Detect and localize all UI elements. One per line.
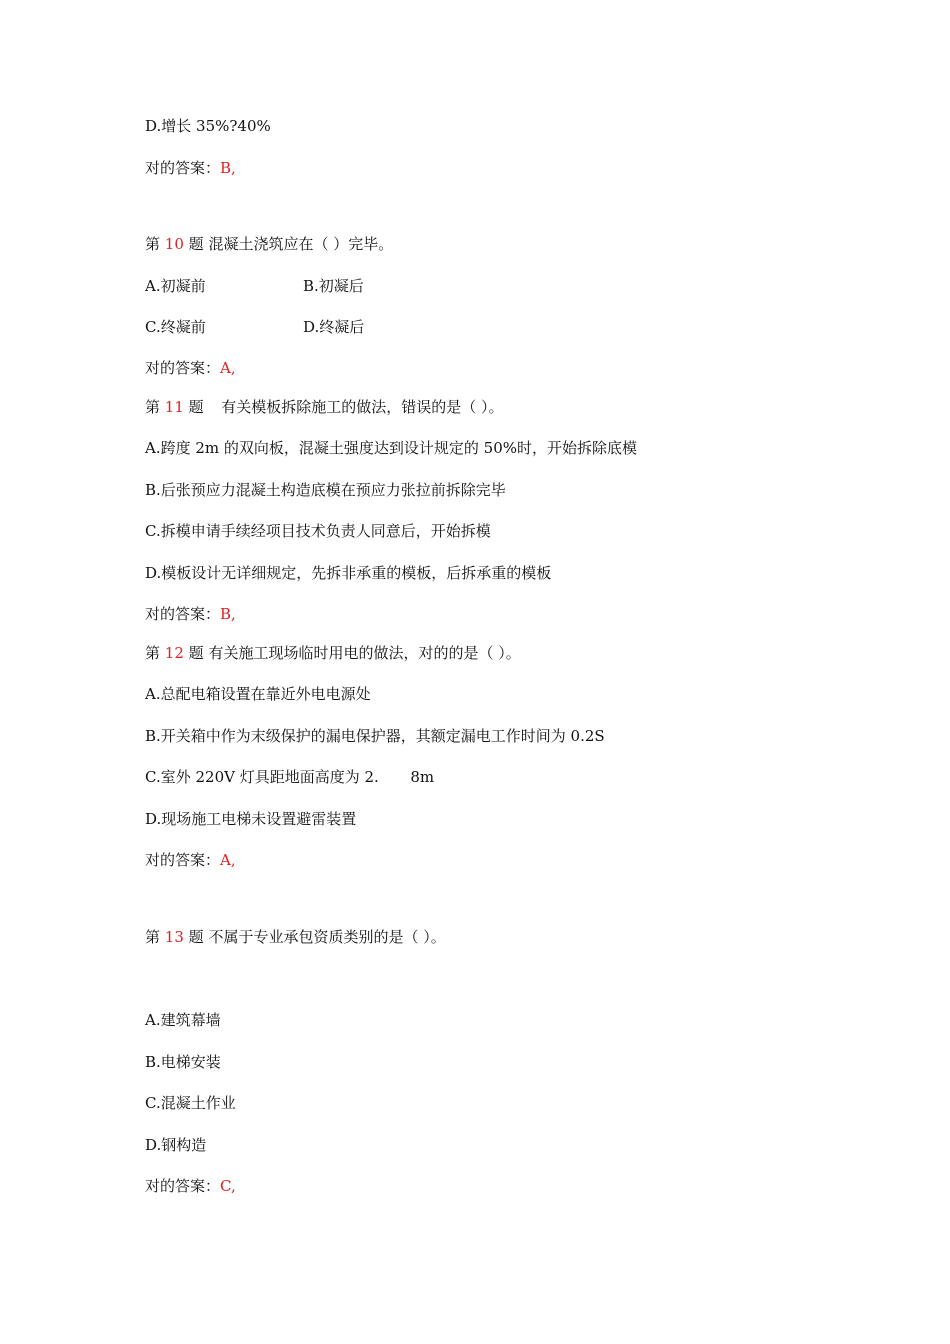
q10-option-c: C.终凝前 (145, 318, 206, 336)
question-suffix: 题 (188, 235, 204, 253)
q10-option-b: B.初凝后 (303, 277, 364, 295)
question-stem: 有关施工现场临时用电的做法，对的的是（ ）。 (208, 644, 521, 662)
question-prefix: 第 (145, 398, 161, 416)
q10-options-ab (145, 276, 545, 296)
question-number: 11 (164, 398, 184, 416)
question-number: 12 (164, 644, 184, 662)
q13-heading (145, 927, 446, 947)
q10-option-d: D.终凝后 (303, 318, 365, 336)
q11-option-d: D.模板设计无详细规定，先拆非承重的模板，后拆承重的模板 (145, 564, 552, 582)
q10-option-a: A.初凝前 (145, 277, 206, 295)
q12-option-b: B.开关箱中作为末级保护的漏电保护器，其额定漏电工作时间为 0.2S (145, 727, 605, 745)
q11-option-a: A.跨度 2m 的双向板，混凝土强度达到设计规定的 50%时，开始拆除底模 (145, 439, 638, 457)
question-suffix: 题 (188, 928, 204, 946)
q12-option-c-part2: 8m (410, 768, 435, 786)
q12-option-d: D.现场施工电梯未设置避雷装置 (145, 810, 357, 828)
question-prefix: 第 (145, 644, 161, 662)
q12-option-a: A.总配电箱设置在靠近外电电源处 (145, 685, 371, 703)
q12-heading (145, 643, 521, 663)
q13-option-b: B.电梯安装 (145, 1053, 221, 1071)
question-stem: 有关模板拆除施工的做法，错误的是（ ）。 (221, 398, 504, 416)
q11-heading (145, 397, 504, 417)
question-suffix: 题 (188, 644, 204, 662)
answer-label: 对的答案： (145, 1177, 221, 1195)
q11-option-b: B.后张预应力混凝土构造底模在预应力张拉前拆除完毕 (145, 481, 506, 499)
answer-label: 对的答案： (145, 359, 221, 377)
q12-option-c (145, 767, 434, 787)
q9-option-d: D.增长 35%?40% (145, 117, 271, 135)
question-number: 13 (164, 928, 184, 946)
q10-heading (145, 234, 393, 254)
q13-option-c: C.混凝土作业 (145, 1094, 236, 1112)
q13-answer (145, 1176, 236, 1196)
question-suffix: 题 (188, 398, 204, 416)
answer-label: 对的答案： (145, 605, 221, 623)
q12-answer (145, 850, 236, 870)
q10-answer (145, 358, 236, 378)
answer-value: B, (220, 159, 236, 177)
q11-option-c: C.拆模申请手续经项目技术负责人同意后，开始拆模 (145, 522, 491, 540)
q11-answer (145, 604, 236, 624)
question-stem: 不属于专业承包资质类别的是（ ）。 (208, 928, 446, 946)
answer-value: A, (220, 851, 236, 869)
answer-value: A, (220, 359, 236, 377)
q10-options-cd (145, 317, 545, 337)
q9-answer (145, 158, 236, 178)
question-prefix: 第 (145, 235, 161, 253)
question-prefix: 第 (145, 928, 161, 946)
question-number: 10 (164, 235, 184, 253)
q12-option-c-part1: C.室外 220V 灯具距地面高度为 2. (145, 768, 379, 786)
answer-label: 对的答案： (145, 851, 221, 869)
answer-label: 对的答案： (145, 159, 221, 177)
answer-value: B, (220, 605, 236, 623)
answer-value: C, (220, 1177, 236, 1195)
q13-option-d: D.钢构造 (145, 1136, 207, 1154)
question-stem: 混凝土浇筑应在（ ）完毕。 (208, 235, 394, 253)
q13-option-a: A.建筑幕墙 (145, 1011, 221, 1029)
